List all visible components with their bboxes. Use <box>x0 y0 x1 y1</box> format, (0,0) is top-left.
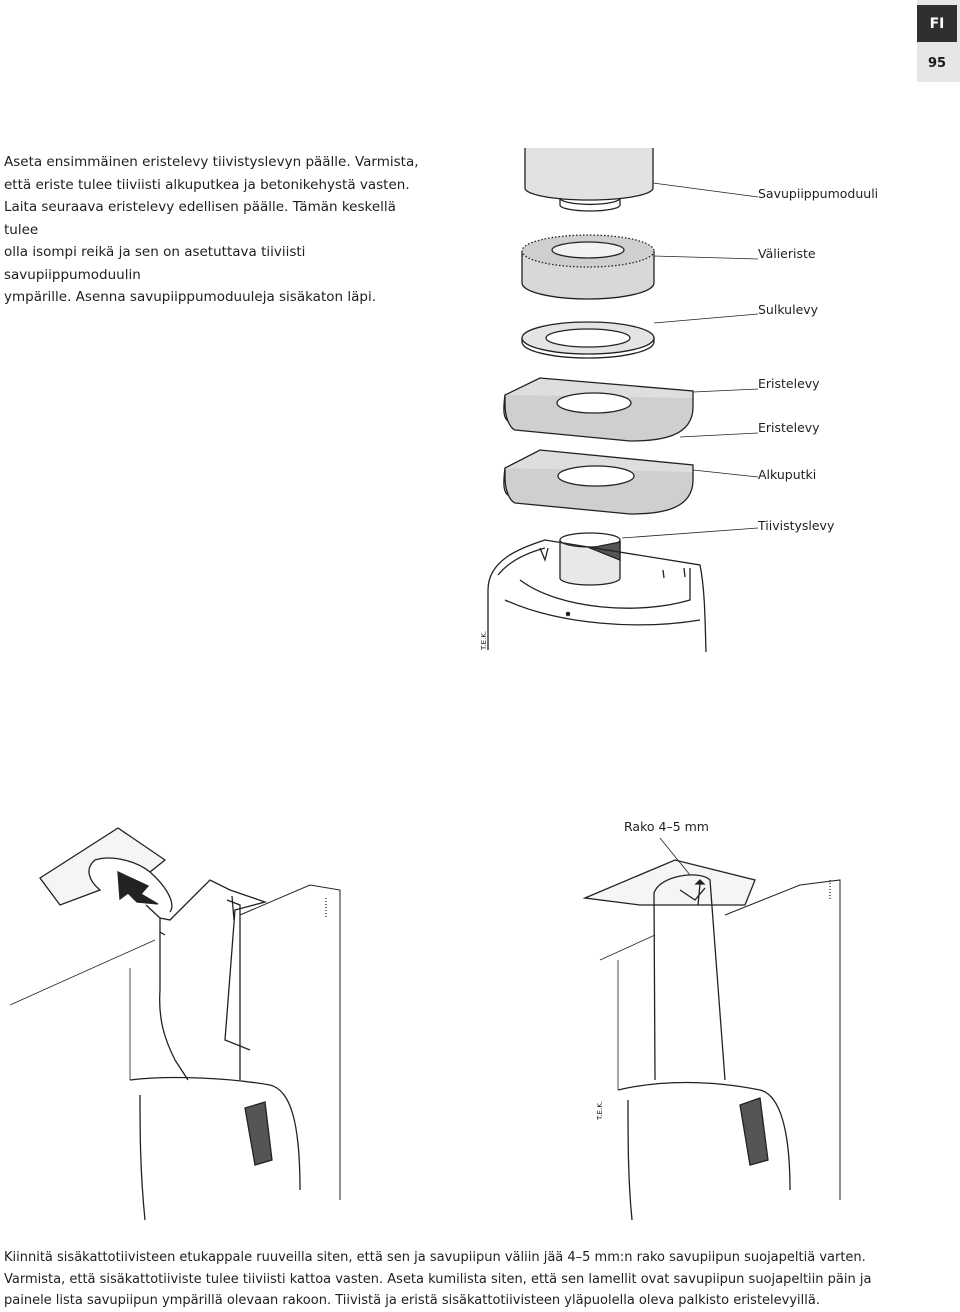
insulation-plate-2-part <box>504 450 693 514</box>
stamp-tek: T.E.K. <box>596 1100 604 1120</box>
intro-line: että eriste tulee tiiviisti alkuputkea ja betonikehystä vasten. <box>4 176 410 193</box>
intro-line: ympärille. Asenna savupiippumoduuleja sisäkaton läpi. <box>4 289 376 305</box>
label-insulation-plate-2: Eristelevy <box>758 420 820 435</box>
label-starter-pipe: Alkuputki <box>758 467 817 482</box>
label-closing-plate: Sulkulevy <box>758 302 819 317</box>
leader-line <box>693 470 758 477</box>
intro-line: olla isompi reikä ja sen on asetuttava tiiviisti savupiippumoduulin <box>4 244 306 283</box>
bottom-paragraph <box>4 1247 954 1312</box>
language-badge: FI <box>917 5 957 42</box>
stamp-tek: T.E.K. <box>480 630 488 650</box>
bottom-line: painele lista savupiipun ympärillä olevaan rakoon. Tiivistä ja eristä sisäkattotiivisteen yläpuolella oleva palkisto eristelevyillä. <box>4 1293 820 1308</box>
leader-line <box>693 389 758 392</box>
insulation-plate-1-part <box>504 378 693 441</box>
ceiling-view-right <box>585 838 840 1220</box>
closing-plate-part <box>522 322 654 358</box>
chimney-module-part <box>525 148 653 211</box>
bottom-line: Kiinnitä sisäkattotiivisteen etukappale ruuveilla siten, että sen ja savupiipun väliin jää 4–5 mm:n rako savupiipun suojapeltiä varten. <box>4 1250 866 1265</box>
label-chimney-module: Savupiippumoduuli <box>758 186 879 201</box>
intro-line: Aseta ensimmäinen eristelevy tiivistyslevyn päälle. Varmista, <box>4 154 419 170</box>
leader-line <box>622 528 758 538</box>
bottom-line: Varmista, että sisäkattotiiviste tulee tiiviisti kattoa vasten. Aseta kumilista siten, että sen lamellit ovat savupiipun suojapeltiin päin ja <box>4 1271 872 1287</box>
intro-line: Laita seuraava eristelevy edellisen päälle. Tämän keskellä tulee <box>4 199 396 238</box>
leader-line <box>653 183 758 197</box>
label-insulation-plate-1: Eristelevy <box>758 376 820 391</box>
label-intermediate-insulation: Välieriste <box>758 246 816 261</box>
label-sealing-plate: Tiivistyslevy <box>758 518 835 533</box>
leader-line <box>654 256 758 259</box>
leader-line <box>680 433 758 437</box>
leader-line <box>654 314 758 323</box>
page-number: 95 <box>927 55 947 71</box>
ceiling-view-left <box>10 828 340 1220</box>
starter-pipe-part <box>560 533 620 585</box>
label-gap: Rako 4–5 mm <box>624 819 709 834</box>
insulation-ring-part <box>522 235 654 299</box>
